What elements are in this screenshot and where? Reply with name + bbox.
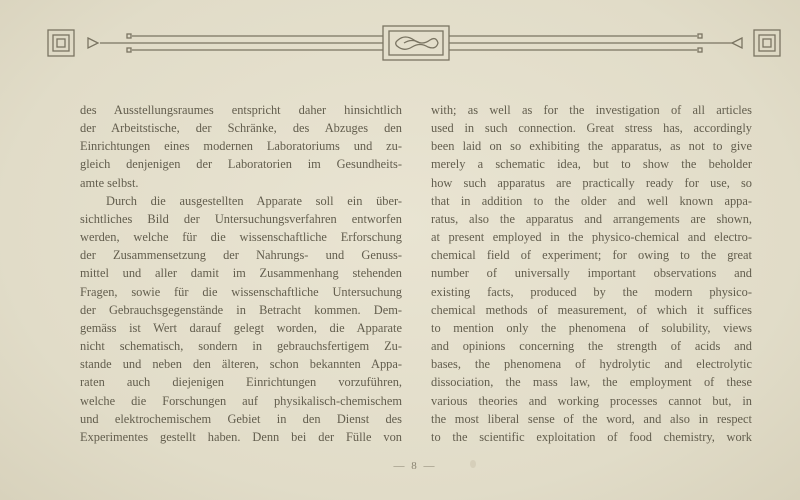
text-line: existing facts, produced by the modern physico- xyxy=(431,284,752,299)
paper-stain xyxy=(470,460,476,468)
text-line: with; as well as for the investigation of all articles xyxy=(431,103,752,117)
text-line: that in addition to the older and well known appa- xyxy=(431,193,752,208)
text-line: gleich denjenigen der Laboratorien im Gesundheits- xyxy=(80,157,402,172)
text-line: used in such connection. Great stress has, accordingly xyxy=(431,121,752,136)
text-line: der Gebrauchsgegenstände in Betracht kommen. Dem- xyxy=(80,302,402,317)
text-line: Durch die ausgestellten Apparate soll ein über- xyxy=(106,193,402,208)
header-ornament xyxy=(0,0,800,75)
text-line: been laid on so exhibiting the apparatus, as not to give xyxy=(431,139,752,154)
text-line: chemical methods of measurement, of which it suffices xyxy=(431,302,752,317)
text-line: werden, welche für die wissenschaftliche Erforschung xyxy=(80,230,402,245)
text-line: Experimentes gestellt haben. Denn bei der Fülle von xyxy=(80,429,402,444)
text-line: ratus, also the apparatus and arrangements are shown, xyxy=(431,211,752,226)
text-line: raten auch diejenigen Einrichtungen vorzuführen, xyxy=(80,375,402,390)
text-line: welche die Forschungen auf physikalisch-chemischem xyxy=(80,393,402,408)
text-line: to the scientific exploitation of food chemistry, work xyxy=(431,429,752,444)
text-line: to mention only the phenomena of solubility, views xyxy=(431,320,752,335)
left-square-ornament xyxy=(48,30,74,56)
text-line: nicht schematisch, sondern in gebrauchsfertigem Zu- xyxy=(80,339,402,354)
text-line: der Arbeitstische, der Schränke, des Abzuges den xyxy=(80,121,402,136)
right-square-ornament xyxy=(754,30,780,56)
left-arrow-ornament xyxy=(88,38,98,48)
text-line: dissociation, the mass law, the employment of these xyxy=(431,375,752,390)
text-line: des Ausstellungsraumes entspricht daher hinsichtlich xyxy=(80,103,402,117)
right-arrow-ornament xyxy=(732,38,742,48)
text-line: various theories and working processes cannot but, in xyxy=(431,393,752,408)
text-line: how such apparatus are practically ready for use, so xyxy=(431,175,752,190)
page-number: — 8 — xyxy=(393,460,437,472)
text-line: bases, the phenomena of hydrolytic and electrolytic xyxy=(431,357,752,372)
text-line: number of universally important observations and xyxy=(431,266,752,281)
text-line: at present employed in the physico-chemical and electro- xyxy=(431,230,752,245)
text-line: stande und neben den älteren, schon bekannten Appa- xyxy=(80,357,402,372)
left-column-german xyxy=(80,101,402,446)
text-line: and opinions concerning the strength of acids and xyxy=(431,339,752,354)
page-number-value: 8 xyxy=(411,460,419,472)
text-line: the most liberal sense of the word, and also in respect xyxy=(431,411,752,426)
text-line: sichtliches Bild der Untersuchungsverfahren entworfen xyxy=(80,211,402,226)
text-line: Einrichtungen eines modernen Laboratoriums und zu- xyxy=(80,139,402,154)
text-line: Fragen, sowie für die wissenschaftliche Untersuchung xyxy=(80,284,402,299)
text-line: und elektrochemischem Gebiet in den Dienst des xyxy=(80,411,402,426)
text-line: der Zusammensetzung der Nahrungs- und Genuss- xyxy=(80,248,402,263)
text-line: merely a schematic idea, but to show the beholder xyxy=(431,157,752,172)
text-line: chemical field of experiment; for owing to the great xyxy=(431,248,752,263)
text-line: gemäss ist Wert darauf gelegt worden, die Apparate xyxy=(80,320,402,335)
text-line: mittel und aller damit im Zusammenhang stehenden xyxy=(80,266,402,281)
right-column-english xyxy=(431,101,752,446)
text-line: amte selbst. xyxy=(80,175,139,190)
